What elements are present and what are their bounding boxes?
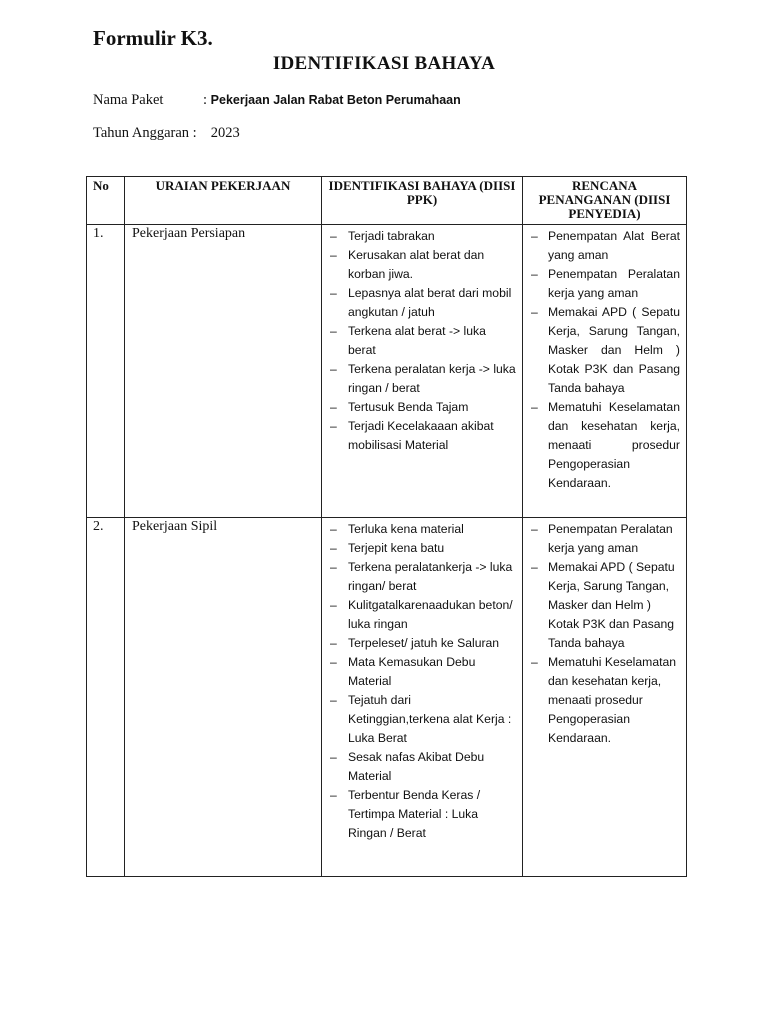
- form-label: Formulir K3.: [93, 26, 213, 50]
- identifikasi-bahaya-cell: [322, 225, 523, 518]
- list-item: – Penempatan Peralatan kerja yang aman: [529, 265, 680, 303]
- list-item: – Terluka kena material: [328, 520, 516, 539]
- table-row: [87, 518, 687, 877]
- list-item: – Terjepit kena batu: [328, 539, 516, 558]
- nama-paket-separator: :: [203, 92, 211, 108]
- rencana-penanganan-cell: [523, 225, 687, 518]
- uraian-pekerjaan-cell: Pekerjaan Persiapan: [125, 225, 322, 518]
- table-header-row: [87, 177, 687, 225]
- hazard-list: [328, 520, 516, 843]
- mitigation-list: [529, 520, 680, 748]
- nama-paket-label: Nama Paket: [93, 92, 164, 108]
- list-item: – Penempatan Peralatan kerja yang aman: [529, 520, 680, 558]
- tahun-anggaran-label: Tahun Anggaran :: [93, 125, 197, 141]
- hazard-list: [328, 227, 516, 455]
- header-rencana-penanganan: RENCANA PENANGANAN (DIISI PENYEDIA): [523, 177, 687, 225]
- document-title: IDENTIFIKASI BAHAYA: [272, 53, 496, 74]
- list-item: – Sesak nafas Akibat Debu Material: [328, 748, 516, 786]
- header-uraian-pekerjaan: URAIAN PEKERJAAN: [125, 177, 322, 225]
- hazard-identification-table: [86, 176, 687, 877]
- mitigation-list: [529, 227, 680, 493]
- list-item: – Terjadi tabrakan: [328, 227, 516, 246]
- list-item: – Tertusuk Benda Tajam: [328, 398, 516, 417]
- tahun-anggaran-value: 2023: [210, 125, 240, 141]
- table-row: [87, 225, 687, 518]
- row-number: 1.: [87, 225, 125, 518]
- list-item: – Lepasnya alat berat dari mobil angkutan / jatuh: [328, 284, 516, 322]
- nama-paket-row: [93, 92, 461, 109]
- list-item: – Penempatan Alat Berat yang aman: [529, 227, 680, 265]
- header-no: No: [87, 177, 125, 225]
- list-item: – Terkena alat berat -> luka berat: [328, 322, 516, 360]
- list-item: – Terbentur Benda Keras / Tertimpa Material : Luka Ringan / Berat: [328, 786, 516, 843]
- list-item: – Terpeleset/ jatuh ke Saluran: [328, 634, 516, 653]
- header-identifikasi-bahaya: IDENTIFIKASI BAHAYA (DIISI PPK): [322, 177, 523, 225]
- list-item: – Terjadi Kecelakaaan akibat mobilisasi Material: [328, 417, 516, 455]
- list-item: – Memakai APD ( Sepatu Kerja, Sarung Tangan, Masker dan Helm ) Kotak P3K dan Pasang Tanda bahaya: [529, 558, 680, 653]
- list-item: – Memakai APD ( Sepatu Kerja, Sarung Tangan, Masker dan Helm ) Kotak P3K dan Pasang Tanda bahaya: [529, 303, 680, 398]
- list-item: – Mematuhi Keselamatan dan kesehatan kerja, menaati prosedur Pengoperasian Kendaraan.: [529, 653, 680, 748]
- identifikasi-bahaya-cell: [322, 518, 523, 877]
- tahun-anggaran-row: [93, 125, 240, 142]
- list-item: – Mata Kemasukan Debu Material: [328, 653, 516, 691]
- list-item: – Mematuhi Keselamatan dan kesehatan kerja, menaati prosedur Pengoperasian Kendaraan.: [529, 398, 680, 493]
- nama-paket-value: Pekerjaan Jalan Rabat Beton Perumahaan: [210, 93, 461, 107]
- list-item: – Tejatuh dari Ketinggian,terkena alat Kerja : Luka Berat: [328, 691, 516, 748]
- row-number: 2.: [87, 518, 125, 877]
- list-item: – Kulitgatalkarenaadukan beton/ luka ringan: [328, 596, 516, 634]
- list-item: – Terkena peralatan kerja -> luka ringan / berat: [328, 360, 516, 398]
- rencana-penanganan-cell: [523, 518, 687, 877]
- uraian-pekerjaan-cell: Pekerjaan Sipil: [125, 518, 322, 877]
- list-item: – Terkena peralatankerja -> luka ringan/ berat: [328, 558, 516, 596]
- list-item: – Kerusakan alat berat dan korban jiwa.: [328, 246, 516, 284]
